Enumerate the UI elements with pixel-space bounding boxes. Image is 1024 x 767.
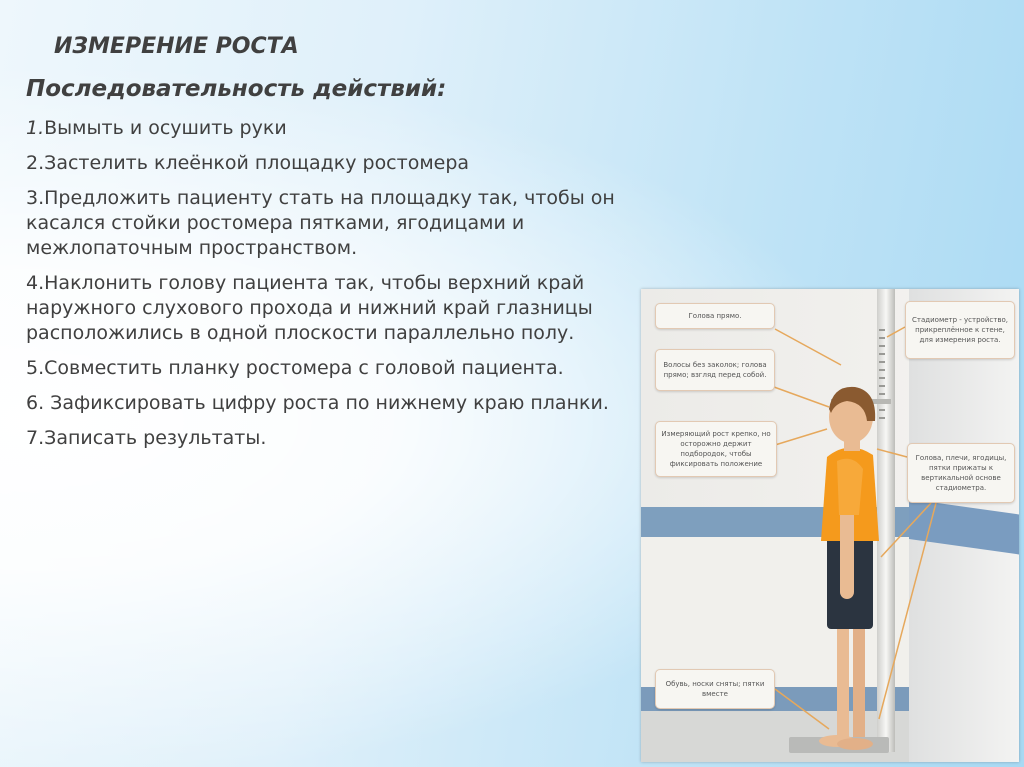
arrow-shoes-off xyxy=(775,689,829,729)
step-text: Записать результаты. xyxy=(44,427,267,449)
child-leg-right xyxy=(853,619,865,737)
arrow-body-contact-1 xyxy=(877,449,907,457)
step-number: 7. xyxy=(26,427,45,449)
step-text: Вымыть и осушить руки xyxy=(44,117,287,139)
arrow-measurer xyxy=(775,429,827,445)
step-item xyxy=(26,116,636,141)
slide-title: ИЗМЕРЕНИЕ РОСТА xyxy=(54,34,299,59)
step-text: Совместить планку ростомера с головой пациента. xyxy=(44,357,564,379)
step-text: Застелить клеёнкой площадку ростомера xyxy=(44,152,470,174)
height-measurement-photo xyxy=(641,289,1019,762)
child-sleeve xyxy=(837,459,863,515)
label-head-straight: Голова прямо. xyxy=(655,303,775,329)
arrow-body-contact-3 xyxy=(879,503,936,719)
step-number: 3. xyxy=(26,187,45,209)
step-item xyxy=(26,151,636,176)
step-text: Зафиксировать цифру роста по нижнему краю планки. xyxy=(44,392,609,414)
child-leg-left xyxy=(837,619,849,737)
step-number: 6. xyxy=(26,392,45,414)
step-text: Предложить пациенту стать на площадку так, чтобы он касался стойки ростомера пятками, ягодицами и межлопаточным пространством. xyxy=(26,187,615,259)
step-number: 5. xyxy=(26,357,45,379)
label-no-hairpins: Волосы без заколок; голова прямо; взгляд перед собой. xyxy=(655,349,775,391)
step-number: 1. xyxy=(26,117,45,139)
arrow-no-hairpins xyxy=(774,387,829,407)
label-stadiometer: Стадиометр - устройство, прикреплённое к стене, для измерения роста. xyxy=(905,301,1015,359)
label-body-contact: Голова, плечи, ягодицы, пятки прижаты к вертикальной основе стадиометра. xyxy=(907,443,1015,503)
arrow-head-straight xyxy=(775,329,841,365)
child-foot-right xyxy=(837,738,873,750)
label-shoes-off: Обувь, носки сняты; пятки вместе xyxy=(655,669,775,709)
step-item xyxy=(26,186,636,261)
steps-list xyxy=(26,116,636,461)
step-text: Наклонить голову пациента так, чтобы верхний край наружного слухового прохода и нижний край глазницы расположились в одной плоскости параллельно полу. xyxy=(26,272,593,344)
step-item xyxy=(26,356,636,381)
step-number: 4. xyxy=(26,272,45,294)
step-item xyxy=(26,271,636,346)
slide-subtitle: Последовательность действий: xyxy=(26,76,447,102)
step-item xyxy=(26,426,636,451)
arrow-stadiometer xyxy=(887,327,905,337)
step-number: 2. xyxy=(26,152,45,174)
step-item xyxy=(26,391,636,416)
label-measurer-holds: Измеряющий рост крепко, но осторожно держит подбородок, чтобы фиксировать положение xyxy=(655,421,777,477)
